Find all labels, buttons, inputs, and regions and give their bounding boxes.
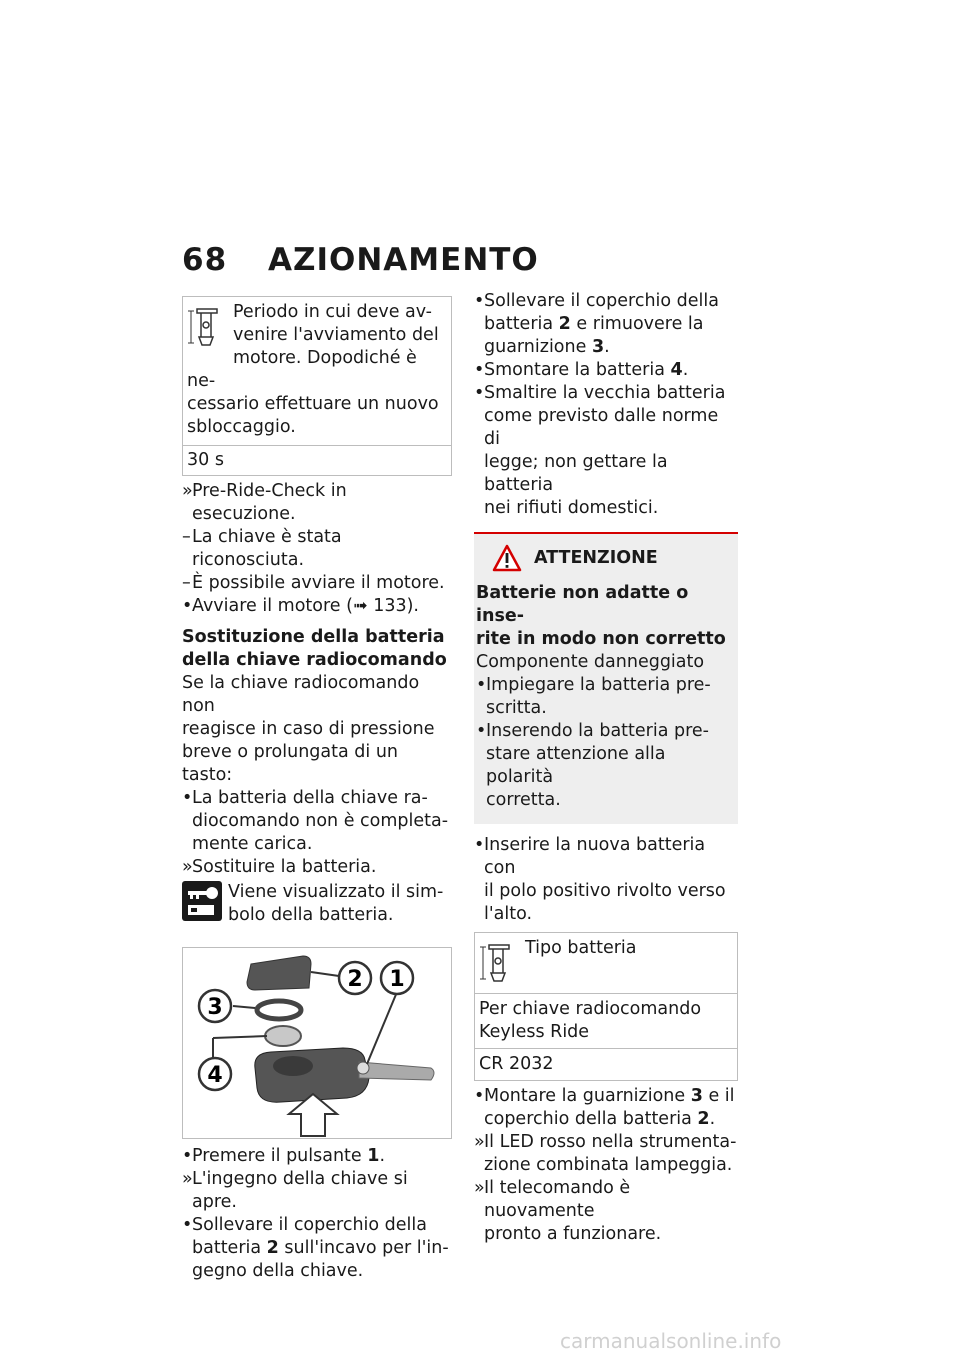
bullet-line: • Impiegare la batteria pre- scritta. [476, 675, 711, 718]
bullet-line: • Smontare la batteria 4. [474, 360, 689, 380]
warning-title: ATTENZIONE [480, 544, 736, 572]
figure-label-4: 4 [207, 1063, 223, 1088]
battery-type-table [474, 932, 738, 1081]
left-column [182, 296, 452, 1283]
bullet-icon: • [474, 360, 485, 380]
battery-symbol-row: Viene visualizzato il sim- bolo della batteria. [182, 881, 452, 927]
result-arrow-icon: » [474, 1178, 485, 1198]
result-arrow-icon: » [182, 481, 193, 501]
bullet-icon: • [182, 596, 193, 616]
bullet-line: • Sollevare il coperchio della batteria 2 sull'incavo per l'in- gegno della chiave. [182, 1215, 449, 1281]
dash-icon: – [182, 573, 191, 593]
result-line: » Sostituire la batteria. [182, 857, 377, 877]
bullet-line: • La batteria della chiave ra- diocomando non è completa- mente carica. [182, 788, 449, 854]
info-text-line: venire l'avviamento del [233, 325, 439, 345]
tool-icon [187, 305, 227, 349]
dash-line: – È possibile avviare il motore. [182, 573, 445, 593]
bullet-icon: • [182, 788, 193, 808]
result-line: » L'ingegno della chiave si apre. [182, 1169, 408, 1212]
info-value: 30 s [183, 445, 451, 475]
result-line: » Pre-Ride-Check in esecuzione. [182, 481, 347, 524]
bullet-icon: • [476, 721, 487, 741]
bullet-icon: • [474, 291, 485, 311]
page-title: AZIONAMENTO [268, 242, 539, 278]
bullet-line: • Avviare il motore (➟ 133). [182, 596, 419, 616]
section-heading: Sostituzione della batteria della chiave radiocomando [182, 627, 447, 670]
watermark: carmanualsonline.info [560, 1329, 782, 1353]
bullet-line: • Inserendo la batteria pre- stare attenzione alla polarità corretta. [476, 721, 709, 810]
bullet-icon: • [474, 835, 485, 855]
table-row: CR 2032 [475, 1048, 737, 1080]
figure-label-2: 2 [347, 967, 363, 992]
page-number: 68 [182, 242, 228, 278]
info-text-line: sbloccaggio. [187, 417, 296, 437]
bullet-line: • Inserire la nuova batteria con il polo positivo rivolto verso l'alto. [474, 835, 726, 924]
result-arrow-icon: » [182, 857, 193, 877]
bullet-line: • Sollevare il coperchio della batteria 2 e rimuovere la guarnizione 3. [474, 291, 719, 357]
table-header: Tipo batteria [475, 933, 737, 993]
warning-box [474, 532, 738, 824]
info-text-line: cessario effettuare un nuovo [187, 394, 439, 414]
bullet-icon: • [182, 1215, 193, 1235]
dash-line: – La chiave è stata riconosciuta. [182, 527, 342, 570]
bullet-icon: • [474, 383, 485, 403]
info-text-line: Periodo in cui deve av- [233, 302, 432, 322]
result-line: » Il LED rosso nella strumenta- zione combinata lampeggia. [474, 1132, 737, 1175]
warning-triangle-icon [492, 544, 522, 572]
dash-icon: – [182, 527, 191, 547]
figure-drawing [183, 948, 451, 1138]
figure-label-1: 1 [389, 967, 405, 992]
bullet-icon: • [476, 675, 487, 695]
key-battery-icon [182, 881, 222, 921]
bullet-icon: • [474, 1086, 485, 1106]
result-arrow-icon: » [474, 1132, 485, 1152]
page-header [182, 242, 539, 278]
intro-paragraph: Se la chiave radiocomando non reagisce in caso di pressione breve o prolungata di un tasto: [182, 673, 435, 785]
info-box [182, 296, 452, 476]
result-arrow-icon: » [182, 1169, 193, 1189]
bullet-icon: • [182, 1146, 193, 1166]
result-line: » Il telecomando è nuovamente pronto a funzionare. [474, 1178, 662, 1244]
table-row: Per chiave radiocomando Keyless Ride [475, 993, 737, 1048]
figure-label-3: 3 [207, 995, 223, 1020]
tool-icon [479, 941, 519, 985]
bullet-line: • Premere il pulsante 1. [182, 1146, 386, 1166]
bullet-line: • Smaltire la vecchia batteria come previsto dalle norme di legge; non gettare la batteria nei rifiuti domestici. [474, 383, 726, 518]
bullet-line: • Montare la guarnizione 3 e il coperchio della batteria 2. [474, 1086, 735, 1129]
warning-heading: Batterie non adatte o inse- rite in modo non corretto [476, 583, 726, 649]
key-battery-figure [182, 947, 452, 1139]
page-reference-arrow-icon: ➟ [352, 596, 368, 616]
right-column [474, 290, 738, 1246]
warning-consequence: Componente danneggiato [476, 652, 705, 672]
info-text-line: motore. Dopodiché è ne- [187, 348, 417, 391]
